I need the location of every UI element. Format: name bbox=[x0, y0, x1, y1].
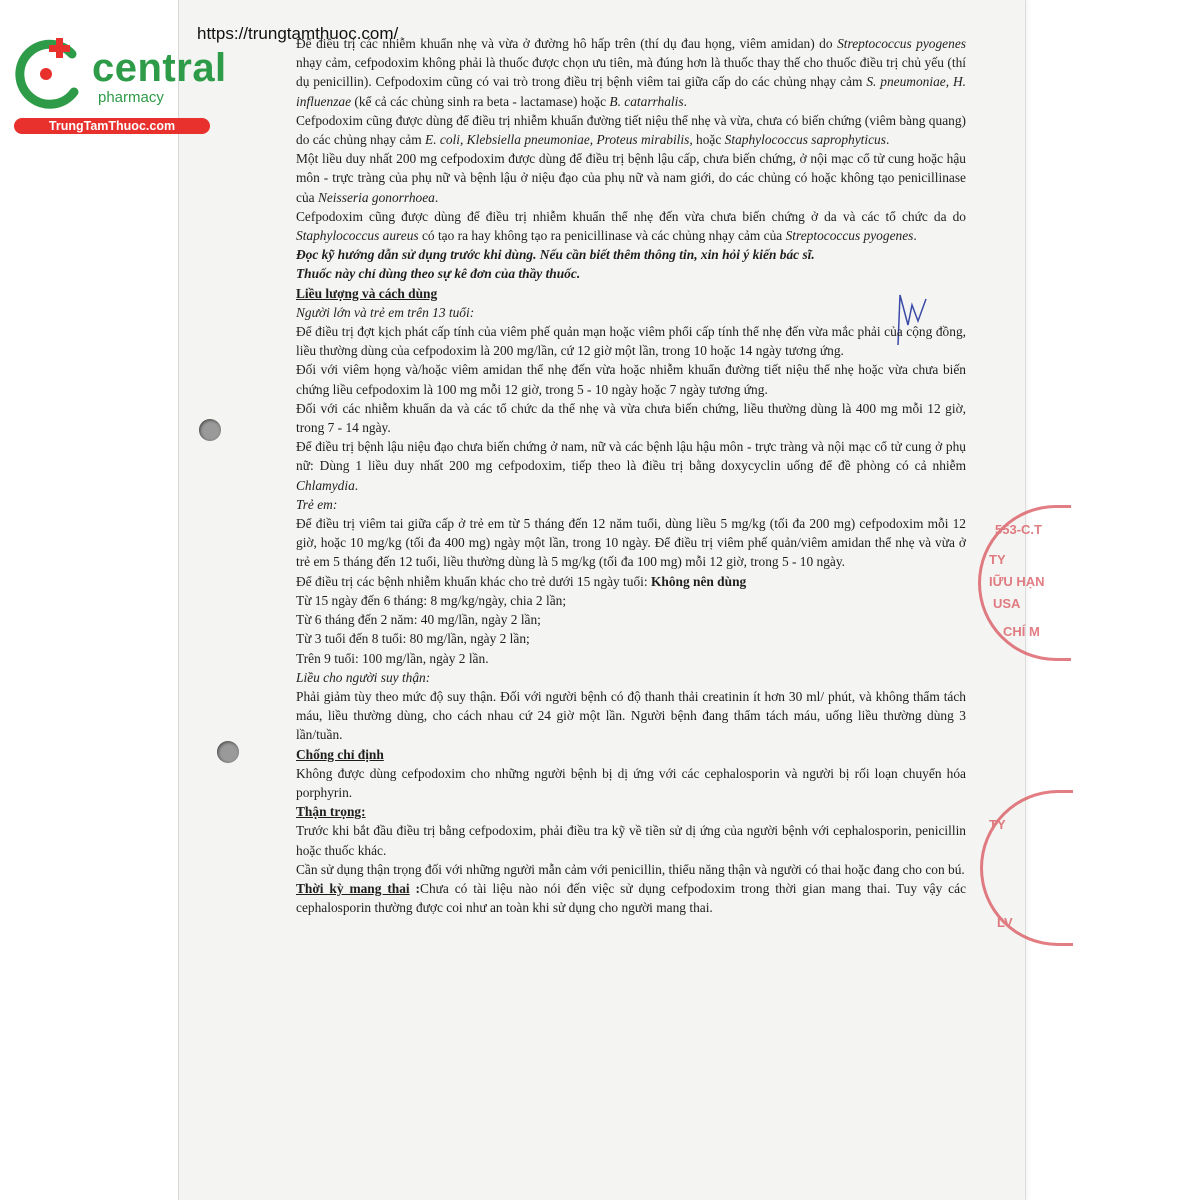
paragraph-urinary: Cefpodoxim cũng được dùng để điều trị nhiễm khuẩn đường tiết niệu thể nhẹ và vừa, chưa có biến chứng (viêm bàng quang) do các chủng nhạy cảm E. coli, Klebsiella pneumoniae, Proteus mirabilis, hoặc Staphylococcus saprophyticus. bbox=[296, 112, 966, 148]
heading-dosage: Liều lượng và cách dùng bbox=[296, 285, 438, 301]
central-pharmacy-logo bbox=[10, 36, 227, 138]
logo-banner: TrungTamThuoc.com bbox=[14, 118, 210, 134]
punch-hole-bottom bbox=[217, 741, 239, 763]
subheading-children: Trẻ em: bbox=[296, 496, 338, 512]
document-body bbox=[296, 34, 966, 917]
subheading-renal: Liều cho người suy thận: bbox=[296, 669, 431, 685]
paragraph-skin: Cefpodoxim cũng được dùng để điều trị nhiễm khuẩn thể nhẹ đến vừa chưa biến chứng ở da và các tổ chức da do Staphylococcus aureus có tạo ra hay không tạo ra penicillinase và các chủng nhạy cảm của Streptococcus pyogenes. bbox=[296, 208, 966, 244]
logo-brand: central bbox=[92, 46, 227, 90]
dose-age-3: Từ 3 tuổi đến 8 tuổi: 80 mg/lần, ngày 2 lần; bbox=[296, 631, 530, 647]
dose-children-otitis: Để điều trị viêm tai giữa cấp ở trẻ em từ 5 tháng đến 12 năm tuổi, dùng liều 5 mg/kg (tối đa 200 mg) cefpodoxim mỗi 12 giờ, hoặc 10 mg/kg (tối đa 400 mg) ngày một lần, trong 10 ngày. Để điều trị viêm phế quản/viêm amidan thể nhẹ và vừa ở trẻ em 5 tháng đến 12 tuổi, liều thường dùng là 5 mg/kg (tối đa 100 mg) mỗi 12 giờ, trong 5 - 10 ngày. bbox=[296, 516, 966, 570]
paragraph-gonorrhea: Một liều duy nhất 200 mg cefpodoxim được dùng để điều trị bệnh lậu cấp, chưa biến chứng, ở nội mạc cổ tử cung hoặc hậu môn - trực tràng của phụ nữ và bệnh lậu ở niệu đạo của phụ nữ và nam giới, do các chủng có hoặc không tạo penicillinase của Neisseria gonorrhoea. bbox=[296, 151, 966, 205]
logo-subtitle: pharmacy bbox=[98, 89, 164, 106]
precaution-text-1: Trước khi bắt đầu điều trị bằng cefpodoxim, phải điều tra kỹ về tiền sử dị ứng của người bệnh với cephalosporin, penicillin hoặc thuốc khác. bbox=[296, 823, 966, 858]
dose-renal: Phải giảm tùy theo mức độ suy thận. Đối với người bệnh có độ thanh thải creatinin ít hơn 30 ml/ phút, và không thẩm tách máu, liều thường dùng, cho cách nhau cứ 24 giờ một lần. Người bệnh đang thẩm tách máu, uống liều thường dùng 3 lần/tuần. bbox=[296, 688, 966, 743]
dose-children-other: Để điều trị các bệnh nhiễm khuẩn khác cho trẻ dưới 15 ngày tuổi: Không nên dùng bbox=[296, 573, 747, 589]
pregnancy-paragraph: Thời kỳ mang thai :Chưa có tài liệu nào nói đến việc sử dụng cefpodoxim trong thời gian mang thai. Tuy vậy các cephalosporin thường được coi như an toàn khi sử dụng cho người mang thai. bbox=[296, 880, 967, 916]
warning-read-instructions: Đọc kỹ hướng dẫn sử dụng trước khi dùng. Nếu cần biết thêm thông tin, xin hỏi ý kiến bác sĩ. bbox=[296, 247, 815, 263]
dose-bronchitis: Để điều trị đợt kịch phát cấp tính của viêm phế quản mạn hoặc viêm phổi cấp tính thể nhẹ đến vừa mắc phải của cộng đồng, liều thường dùng của cefpodoxim là 200 mg/lần, cứ 12 giờ một lần, trong 10 hoặc 14 ngày tương ứng. bbox=[296, 324, 966, 359]
company-stamp-bottom: TY LV bbox=[980, 790, 1073, 946]
punch-hole-top bbox=[199, 419, 221, 441]
dose-age-1: Từ 15 ngày đến 6 tháng: 8 mg/kg/ngày, chia 2 lần; bbox=[296, 592, 567, 608]
company-stamp-top: 553-C.T TY IỮU HẠN USA CHÍ M bbox=[978, 505, 1071, 661]
dose-skin: Đối với các nhiễm khuẩn da và các tổ chức da thể nhẹ và vừa chưa biến chứng, liều thường dùng là 400 mg mỗi 12 giờ, trong 7 - 14 ngày. bbox=[296, 400, 966, 436]
dose-gonorrhea: Để điều trị bệnh lậu niệu đạo chưa biến chứng ở nam, nữ và các bệnh lậu hậu môn - trực tràng và nội mạc cổ tử cung ở phụ nữ: Dùng 1 liều duy nhất 200 mg cefpodoxim, tiếp theo là điều trị bằng doxycyclin uống để đề phòng có cả nhiễm Chlamydia. bbox=[296, 439, 966, 493]
precaution-text-2: Cần sử dụng thận trọng đối với những người mẫn cảm với penicillin, thiểu năng thận và người có thai hoặc đang cho con bú. bbox=[296, 861, 965, 877]
paragraph-upper-respiratory: Để điều trị các nhiễm khuẩn nhẹ và vừa ở đường hô hấp trên (thí dụ đau họng, viêm amidan) do Streptococcus pyogenes nhạy cảm, cefpodoxim không phải là thuốc được chọn ưu tiên, mà đúng hơn là thuốc thay thế cho thuốc điều trị chủ yếu (thí dụ penicillin). Cefpodoxim cũng có vai trò trong điều trị bệnh viêm tai giữa cấp do các chủng nhạy cảm S. pneumoniae, H. influenzae (kể cả các chủng sinh ra beta - lactamase) hoặc B. catarrhalis. bbox=[296, 36, 966, 109]
watermark-url: https://trungtamthuoc.com/ bbox=[197, 24, 399, 43]
dose-pharyngitis: Đối với viêm họng và/hoặc viêm amidan thể nhẹ đến vừa hoặc nhiễm khuẩn đường tiết niệu thể nhẹ hoặc vừa chưa biến chứng liều cefpodoxim là 100 mg mỗi 12 giờ, trong 5 - 10 ngày hoặc 7 ngày tương ứng. bbox=[296, 362, 966, 397]
heading-precautions: Thận trọng: bbox=[296, 804, 366, 820]
contraindication-text: Không được dùng cefpodoxim cho những người bệnh bị dị ứng với các cephalosporin và người bị rối loạn chuyển hóa porphyrin. bbox=[296, 765, 966, 800]
subheading-adults: Người lớn và trẻ em trên 13 tuổi: bbox=[296, 304, 475, 320]
dose-age-4: Trên 9 tuổi: 100 mg/lần, ngày 2 lần. bbox=[296, 650, 489, 666]
dose-age-2: Từ 6 tháng đến 2 năm: 40 mg/lần, ngày 2 lần; bbox=[296, 612, 541, 628]
pharmacy-logo-icon bbox=[10, 36, 90, 116]
heading-contraindications: Chống chỉ định bbox=[296, 746, 384, 762]
warning-prescription: Thuốc này chỉ dùng theo sự kê đơn của thầy thuốc. bbox=[296, 266, 581, 282]
